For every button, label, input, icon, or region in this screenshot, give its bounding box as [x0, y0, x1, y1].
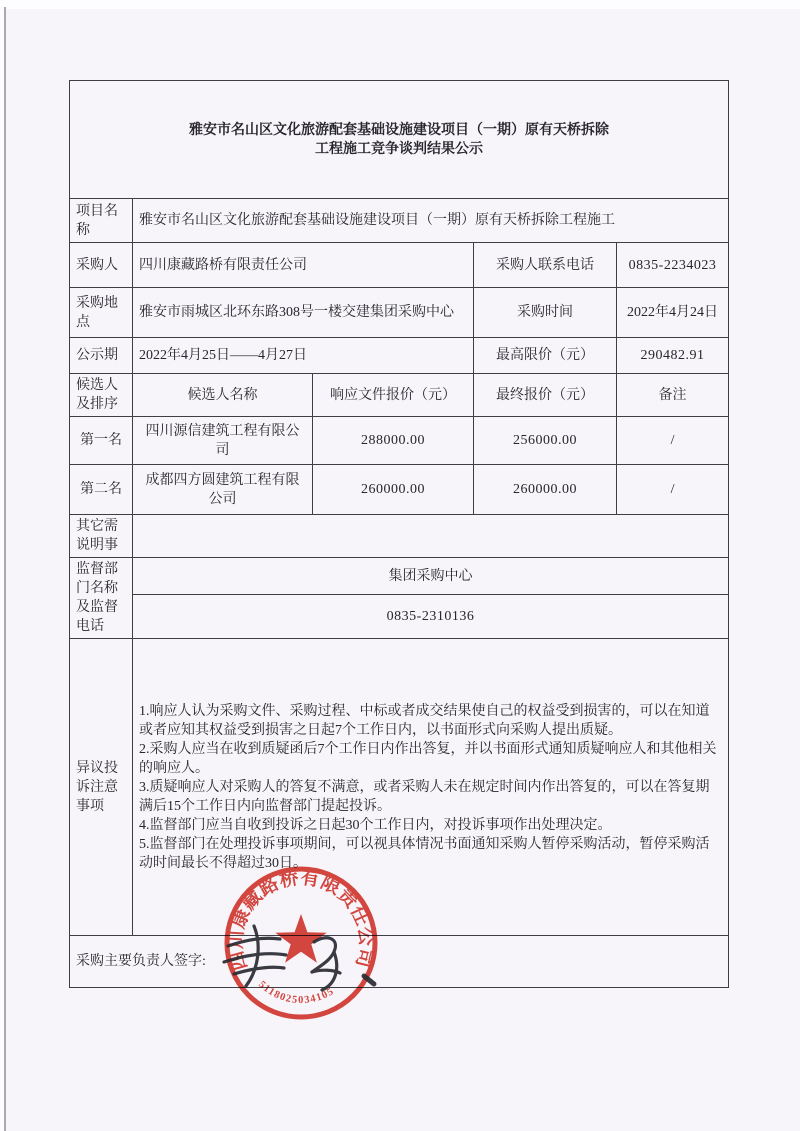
location-value: 雅安市雨城区北环东路308号一楼交建集团采购中心: [133, 288, 474, 338]
supervision-dept-row: [70, 558, 729, 595]
candidate-rank: 第一名: [70, 417, 133, 465]
handwritten-signature: [222, 912, 397, 997]
objection-label: 异议投诉注意事项: [70, 639, 133, 936]
purchaser-value: 四川康藏路桥有限责任公司: [133, 243, 474, 288]
time-value: 2022年4月24日: [617, 288, 729, 338]
max-price-value: 290482.91: [617, 338, 729, 374]
document-title-line2: 工程施工竞争谈判结果公示: [315, 141, 484, 157]
location-label: 采购地点: [70, 288, 133, 338]
signature-label: 采购主要负责人签字:: [76, 954, 206, 969]
candidate-name: 成都四方圆建筑工程有限公司: [133, 465, 313, 515]
remark-header: 备注: [617, 374, 729, 417]
max-price-label: 最高限价（元）: [474, 338, 617, 374]
candidates-header-row: [70, 374, 729, 417]
project-name-row: [70, 199, 729, 243]
supervision-phone-row: [70, 595, 729, 639]
objection-item-3: 3.质疑响应人对采购人的答复不满意，或者采购人未在规定时间内作出答复的，可以在答复期满后15个工作日内向监督部门提起投诉。: [139, 779, 710, 814]
publicity-period-value: 2022年4月25日——4月27日: [133, 338, 474, 374]
seal-company-text: 四川康藏路桥有限责任公司: [225, 867, 377, 973]
purchaser-row: [70, 243, 729, 288]
rank-column-label: 候选人及排序: [70, 374, 133, 417]
candidate-row-2: [70, 465, 729, 515]
signature-cell: [70, 936, 729, 988]
other-notes-value: [133, 515, 729, 558]
publicity-period-label: 公示期: [70, 338, 133, 374]
candidate-doc-price: 288000.00: [313, 417, 474, 465]
candidate-name: 四川源信建筑工程有限公司: [133, 417, 313, 465]
seal-number-text: 5118025034105: [256, 979, 337, 1007]
objection-item-4: 4.监督部门应当自收到投诉之日起30个工作日内，对投诉事项作出处理决定。: [139, 817, 612, 833]
document-title-line1: 雅安市名山区文化旅游配套基础设施建设项目（一期）原有天桥拆除: [189, 122, 610, 138]
candidate-final-price: 256000.00: [474, 417, 617, 465]
candidate-row-1: [70, 417, 729, 465]
doc-price-header: 响应文件报价（元）: [313, 374, 474, 417]
title-row: [70, 81, 729, 199]
project-name-label: 项目名称: [70, 199, 133, 243]
purchaser-label: 采购人: [70, 243, 133, 288]
candidate-final-price: 260000.00: [474, 465, 617, 515]
project-name-value: 雅安市名山区文化旅游配套基础设施建设项目（一期）原有天桥拆除工程施工: [133, 199, 729, 243]
purchaser-phone-label: 采购人联系电话: [474, 243, 617, 288]
candidate-name-header: 候选人名称: [133, 374, 313, 417]
objection-item-1: 1.响应人认为采购文件、采购过程、中标或者成交结果使自己的权益受到损害的，可以在知道或者应知其权益受到损害之日起7个工作日内，以书面形式向采购人提出质疑。: [139, 703, 710, 738]
candidate-doc-price: 260000.00: [313, 465, 474, 515]
objection-item-5: 5.监督部门在处理投诉事项期间，可以视具体情况书面通知采购人暂停采购活动，暂停采购活动时间最长不得超过30日。: [139, 836, 710, 871]
supervision-phone-value: 0835-2310136: [133, 595, 729, 639]
announcement-table: [69, 80, 729, 988]
other-notes-label: 其它需说明事: [70, 515, 133, 558]
supervision-dept-value: 集团采购中心: [133, 558, 729, 595]
objection-row: [70, 639, 729, 936]
final-price-header: 最终报价（元）: [474, 374, 617, 417]
supervision-label: 监督部门名称及监督电话: [70, 558, 133, 639]
objection-item-2: 2.采购人应当在收到质疑函后7个工作日内作出答复，并以书面形式通知质疑响应人和其他相关的响应人。: [139, 741, 717, 776]
purchaser-phone-value: 0835-2234023: [617, 243, 729, 288]
location-row: [70, 288, 729, 338]
publicity-period-row: [70, 338, 729, 374]
candidate-remark: /: [617, 417, 729, 465]
other-notes-row: [70, 515, 729, 558]
candidate-remark: /: [617, 465, 729, 515]
document-title: [70, 81, 729, 199]
candidate-rank: 第二名: [70, 465, 133, 515]
time-label: 采购时间: [474, 288, 617, 338]
signature-row: [70, 936, 729, 988]
